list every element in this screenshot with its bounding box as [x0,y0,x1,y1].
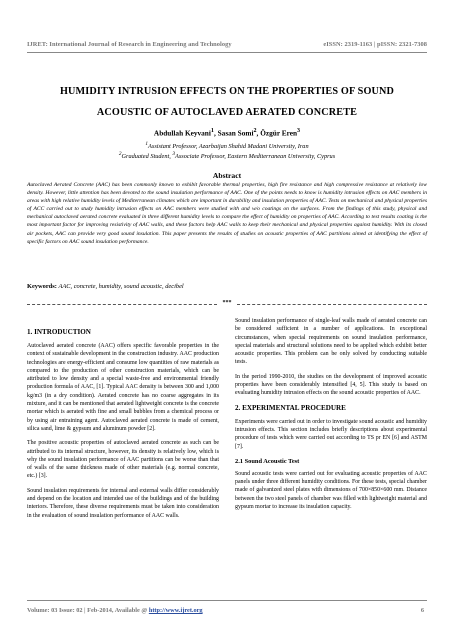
affiliation-line-2 [27,151,427,160]
header-rule [27,52,427,53]
title-line-2: ACOUSTIC OF AUTOCLAVED AERATED CONCRETE [96,107,358,118]
paragraph: Sound insulation requirements for internal and external walls differ considerably and depend on the location and intended use of the buildings and of the building interiors. Therefore, these diverse requirements must be taken into consideration in the evaluation of sound insulation performance of AAC walls. [27,487,219,519]
page-number: 6 [420,607,424,614]
affiliation-sup: 2 [118,151,122,157]
volume-info: Volume: 03 Issue: 02 | Feb-2014, Available @ [27,607,149,614]
section-heading-introduction: 1. INTRODUCTION [27,328,91,336]
author-name: Özgür Eren [260,128,298,138]
title-line-1: HUMIDITY INTRUSION EFFECTS ON THE PROPERTIES OF SOUND [59,86,395,97]
affiliation-text: Associate Professor, Eastern Mediterranean University, Cyprus [175,153,336,161]
paragraph: The positive acoustic properties of autoclaved aerated concrete as such can be attributed to its internal structure, however, its density is relatively low, which is why the sound insulation performance of AAC partitions can be worse than that of walls of the same thickness made of other materials (e.g. normal concrete, etc.) [3]. [27,440,219,480]
running-header [27,41,427,48]
author-sup: 3 [297,128,301,134]
section-heading-experimental: 2. EXPERIMENTAL PROCEDURE [235,403,346,412]
keywords-value: AAC, concrete, humidity, sound acoustic, decibel [58,283,184,290]
author-sup: 2 [253,128,257,134]
author-name: Abdullah Keyvani [153,128,211,138]
author-name: Sasan Somi [217,128,254,138]
keywords [27,283,427,290]
paragraph: Sound acoustic tests were carried out for evaluating acoustic properties of AAC panels under three different humidity conditions. For these tests, special chamber made of galvanized steel plates with dimensions of 700×850×600 mm. Distance between the two steel panels of chamber was filled with lightweight material and gypsum mortar to increase its insulation capacity. [235,470,427,511]
affiliation-sup: 1 [145,141,149,147]
affiliation-line-1 [27,141,427,150]
journal-link[interactable]: http://www.ijret.org [148,607,203,614]
abstract-text: Autoclaved Aerated Concrete (AAC) has been commonly known to exhibit favorable thermal properties, high fire resistance and high compressive resistance at relatively low density. However, little attention has been devoted to the sound insulation performance of AAC. One of the points needs to know is humidity intrusion effects on AAC members in areas with high relative humidity levels of Mediterranean climates which are important in durability and insulation properties of AAC. Tests on mechanical and physical properties of ACC carried out to study humidity intrusion effects on AAC members were studied with and w/o coatings on the surfaces. From the findings of this study, physical and mechanical autoclaved aerated concrete evaluated in three different humidity levels to compare the effect of humidity on properties of AAC. According to test results coating is the most important factor for improving resistivity of AAC walls, and these factors help AAC walls to keep their mechanical and physical properties against humidity. With its closed air pockets, AAC can provide very good sound insulation. This paper presents the results of studies on acoustic properties of AAC partitions aimed at identifying the effect of specific factors on AAC sound insulation performance. [27,182,427,245]
paragraph: In the period 1990-2010, the studies on the development of improved acoustic properties have been considerably intensified [4, 5]. This study is based on evaluating humidity intrusion effects on the sound acoustic properties of AAC. [235,373,427,397]
section-separator [27,299,427,309]
keywords-label: Keywords: [27,283,57,290]
journal-name: IJRET: International Journal of Research in Engineering and Technology [27,41,232,48]
separator-dash-left [27,304,217,305]
paragraph: Experiments were carried out in order to investigate sound acoustic and humidity intrusion effects. This section includes briefly descriptions about experimental procedure of tests which were carried out according to TS pr EN [6] and ASTM [7]. [235,418,427,450]
author-sup: 1 [210,128,214,134]
author-list: Abdullah Keyvani$^1$, Sasan Somi$^2$, Özgür Eren$^3$ [153,128,301,138]
subsection-heading-sound-test: 2.1 Sound Acoustic Test [235,457,300,465]
left-column [27,328,219,526]
separator-stars: *** [222,300,232,306]
right-column [235,317,427,517]
affiliation-text: Assistant Professor, Azarbaijan Shahid Madani University, Iran [148,143,309,151]
affiliation-sup: 3 [172,151,175,157]
footer-rule [27,600,427,601]
paragraph: Sound insulation performance of single-leaf walls made of aerated concrete can be considered sufficient in a number of applications. In exceptional circumstances, when special requirements on sound insulation performance, special materials and structural solutions need to be applied which exhibit better acoustic properties. This problem can be only solved by conducting suitable tests. [235,318,427,366]
issn-info: eISSN: 2319-1163 | pISSN: 2321-7308 [323,41,427,48]
affiliation-text: Graduated Student, [121,153,173,161]
paragraph: Autoclaved aerated concrete (AAC) offers specific favorable properties in the context of sustainable development in the construction industry. AAC production technologies are energy-efficient and consume low quantities of raw materials as compared to the production of other construction materials, which can be attributed to low density and a special waste-free and environmental friendly production formula of AAC, [1]. Typical AAC density is between 300 and 1,000 kg/m3 (in a dry condition). Aerated concrete has no coarse aggregates in its mixture, and it can be mentioned that aerated lightweight concrete is the concrete mortar which is aerated with fine and small bubbles from a chemical process or by using air entraining agent. Autoclaved aerated concrete is made of cement, silica sand, lime & gypsum and aluminum powder [2]. [27,343,219,432]
running-footer [27,607,427,614]
separator-dash-right [237,304,427,305]
paper-title [27,81,427,123]
abstract-heading: Abstract [212,171,242,180]
